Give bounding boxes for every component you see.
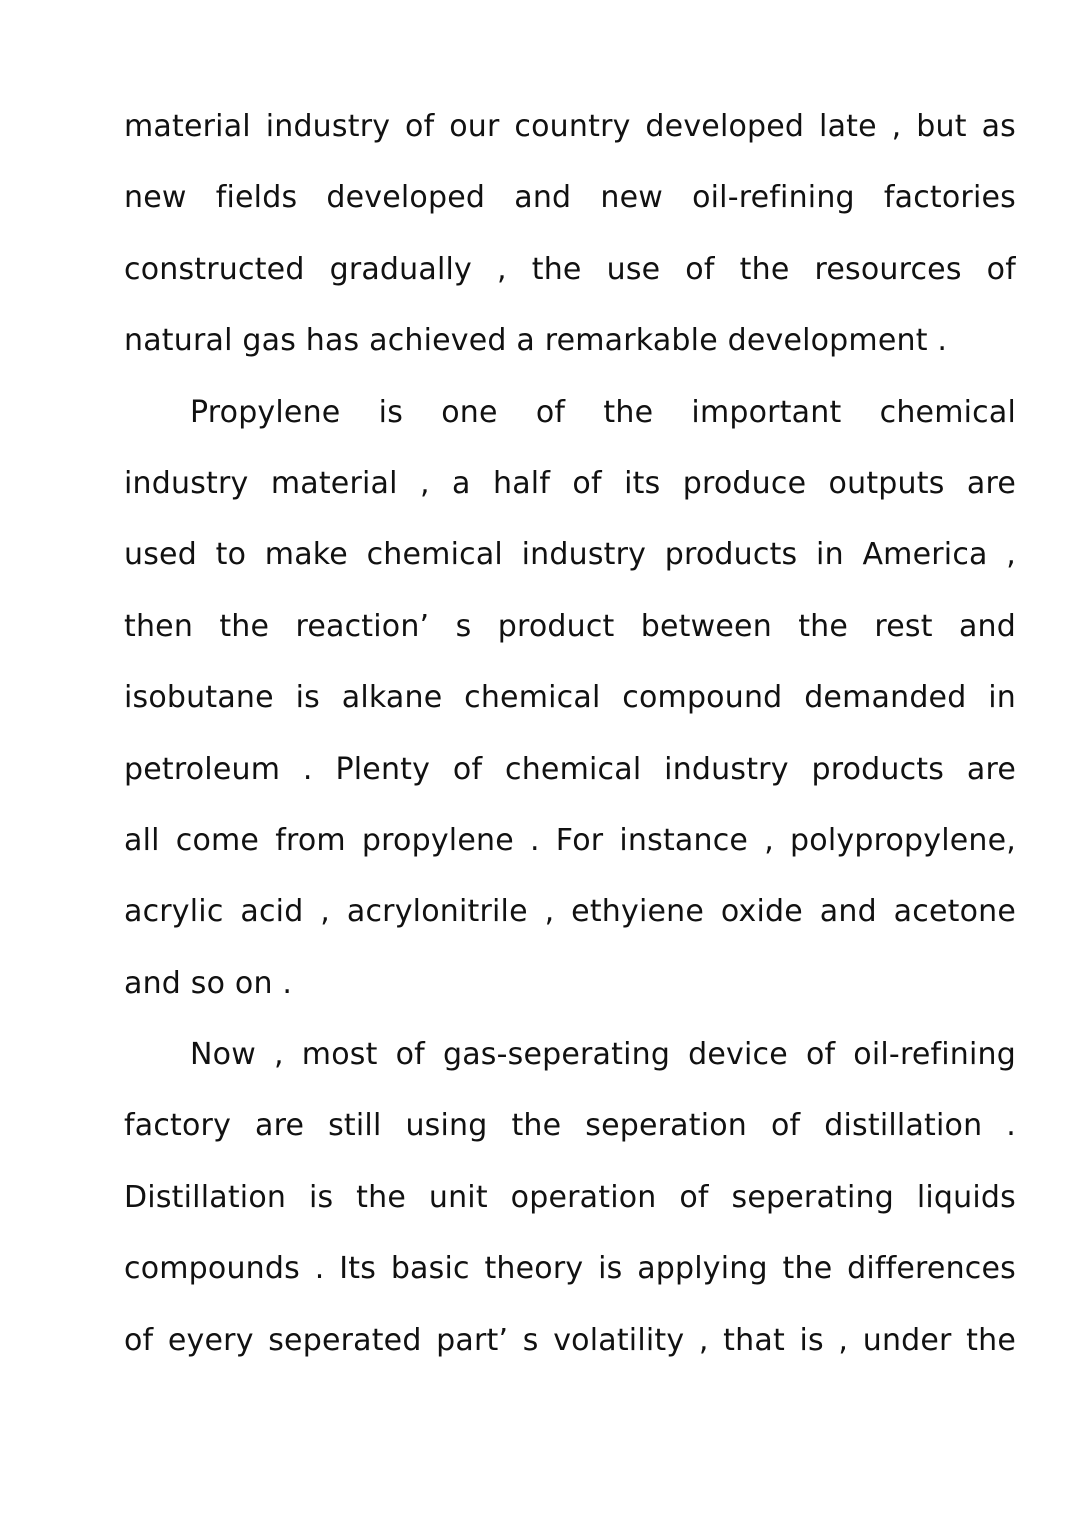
paragraph-3 — [124, 1019, 1016, 1376]
text-line: material industry of our country developed late , but as — [124, 109, 1016, 144]
text-line: factory are still using the seperation of distillation . — [124, 1108, 1016, 1144]
text-line: Now , most of gas-seperating device of oil-refining — [190, 1037, 1016, 1073]
text-line: acrylic acid , acrylonitrile , ethyiene oxide and acetone — [124, 894, 1016, 930]
text-line: new fields developed and new oil-refining factories — [124, 180, 1016, 216]
text-line: Propylene is one of the important chemical — [190, 394, 1016, 430]
text-line: industry material , a half of its produce outputs are — [124, 465, 1016, 501]
text-line: and so on . — [124, 965, 293, 1001]
text-line: petroleum . Plenty of chemical industry products are — [124, 751, 1016, 787]
text-line: all come from propylene . For instance , polypropylene, — [124, 822, 1016, 858]
paragraph-2 — [124, 377, 1016, 1020]
text-line: Distillation is the unit operation of seperating liquids — [124, 1179, 1016, 1215]
text-line: of eyery seperated part’ s volatility , that is , under the — [124, 1322, 1016, 1358]
text-line: isobutane is alkane chemical compound demanded in — [124, 680, 1016, 716]
paragraph-1 — [124, 91, 1016, 377]
text-line: then the reaction’ s product between the rest and — [124, 608, 1016, 644]
body-text — [124, 91, 1016, 1376]
text-line: constructed gradually , the use of the resources of — [124, 251, 1016, 287]
text-line: used to make chemical industry products in America , — [124, 537, 1016, 573]
text-line: compounds . Its basic theory is applying the differences — [124, 1251, 1016, 1287]
text-line: natural gas has achieved a remarkable development . — [124, 323, 948, 359]
